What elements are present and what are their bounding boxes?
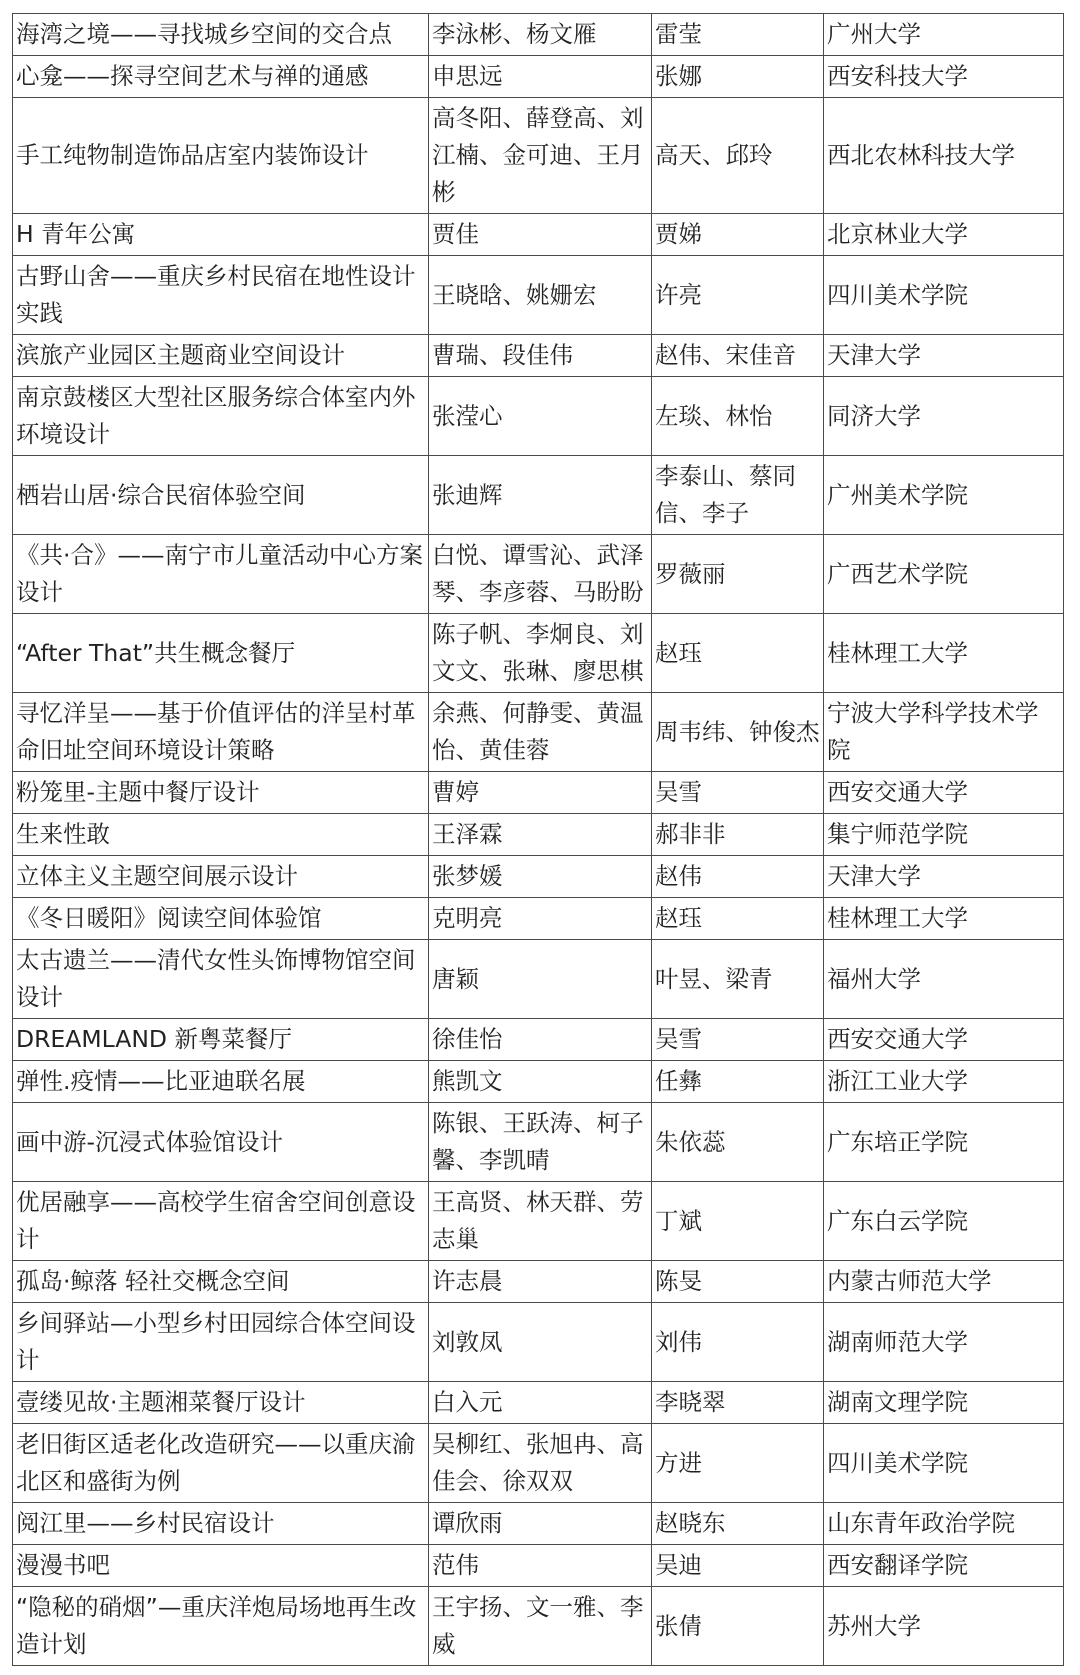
school-cell: 湖南师范大学 [824, 1303, 1064, 1382]
school-cell: 山东青年政治学院 [824, 1503, 1064, 1545]
advisor-cell: 赵伟 [652, 856, 824, 898]
authors-cell: 申思远 [429, 56, 652, 98]
school-cell: 内蒙古师范大学 [824, 1261, 1064, 1303]
project-title-cell: 画中游-沉浸式体验馆设计 [13, 1103, 429, 1182]
table-row [13, 1424, 1064, 1503]
authors-cell: 王泽霖 [429, 814, 652, 856]
advisor-cell: 郝非非 [652, 814, 824, 856]
advisor-cell: 陈旻 [652, 1261, 824, 1303]
project-title-cell: 古野山舍——重庆乡村民宿在地性设计实践 [13, 256, 429, 335]
table-row [13, 1019, 1064, 1061]
authors-cell: 曹瑞、段佳伟 [429, 335, 652, 377]
advisor-cell: 许亮 [652, 256, 824, 335]
advisor-cell: 张娜 [652, 56, 824, 98]
table-row [13, 772, 1064, 814]
table-row [13, 1303, 1064, 1382]
project-title-cell: H 青年公寓 [13, 214, 429, 256]
school-cell: 西安科技大学 [824, 56, 1064, 98]
school-cell: 桂林理工大学 [824, 614, 1064, 693]
awards-table [12, 13, 1064, 1666]
advisor-cell: 罗薇丽 [652, 535, 824, 614]
table-row [13, 335, 1064, 377]
advisor-cell: 叶昱、梁青 [652, 940, 824, 1019]
authors-cell: 唐颖 [429, 940, 652, 1019]
authors-cell: 王晓晗、姚姗宏 [429, 256, 652, 335]
project-title-cell: 优居融享——高校学生宿舍空间创意设计 [13, 1182, 429, 1261]
project-title-cell: 漫漫书吧 [13, 1545, 429, 1587]
authors-cell: 张迪辉 [429, 456, 652, 535]
authors-cell: 李泳彬、杨文雁 [429, 14, 652, 56]
advisor-cell: 朱依蕊 [652, 1103, 824, 1182]
school-cell: 西北农林科技大学 [824, 98, 1064, 214]
school-cell: 浙江工业大学 [824, 1061, 1064, 1103]
table-row [13, 377, 1064, 456]
project-title-cell: “隐秘的硝烟”—重庆洋炮局场地再生改造计划 [13, 1587, 429, 1666]
school-cell: 天津大学 [824, 856, 1064, 898]
project-title-cell: 栖岩山居·综合民宿体验空间 [13, 456, 429, 535]
school-cell: 广州大学 [824, 14, 1064, 56]
table-row [13, 535, 1064, 614]
advisor-cell: 赵珏 [652, 898, 824, 940]
authors-cell: 陈银、王跃涛、柯子馨、李凯晴 [429, 1103, 652, 1182]
table-row [13, 1182, 1064, 1261]
school-cell: 天津大学 [824, 335, 1064, 377]
project-title-cell: 南京鼓楼区大型社区服务综合体室内外环境设计 [13, 377, 429, 456]
school-cell: 广东白云学院 [824, 1182, 1064, 1261]
table-row [13, 256, 1064, 335]
table-row [13, 1545, 1064, 1587]
table-row [13, 1261, 1064, 1303]
authors-cell: 熊凯文 [429, 1061, 652, 1103]
authors-cell: 贾佳 [429, 214, 652, 256]
school-cell: 四川美术学院 [824, 1424, 1064, 1503]
advisor-cell: 张倩 [652, 1587, 824, 1666]
authors-cell: 王高贤、林天群、劳志巢 [429, 1182, 652, 1261]
table-row [13, 98, 1064, 214]
authors-cell: 陈子帆、李炯良、刘文文、张琳、廖思棋 [429, 614, 652, 693]
authors-cell: 徐佳怡 [429, 1019, 652, 1061]
authors-cell: 吴柳红、张旭冉、高佳会、徐双双 [429, 1424, 652, 1503]
project-title-cell: 手工纯物制造饰品店室内装饰设计 [13, 98, 429, 214]
project-title-cell: 《共·合》——南宁市儿童活动中心方案设计 [13, 535, 429, 614]
table-row [13, 856, 1064, 898]
authors-cell: 范伟 [429, 1545, 652, 1587]
authors-cell: 王宇扬、文一雅、李威 [429, 1587, 652, 1666]
project-title-cell: 生来性敢 [13, 814, 429, 856]
authors-cell: 张滢心 [429, 377, 652, 456]
project-title-cell: 孤岛·鲸落 轻社交概念空间 [13, 1261, 429, 1303]
table-row [13, 1382, 1064, 1424]
project-title-cell: DREAMLAND 新粤菜餐厅 [13, 1019, 429, 1061]
project-title-cell: 立体主义主题空间展示设计 [13, 856, 429, 898]
authors-cell: 张梦媛 [429, 856, 652, 898]
awards-document [12, 13, 1063, 1666]
advisor-cell: 高天、邱玲 [652, 98, 824, 214]
advisor-cell: 李晓翠 [652, 1382, 824, 1424]
school-cell: 西安翻译学院 [824, 1545, 1064, 1587]
project-title-cell: 乡间驿站—小型乡村田园综合体空间设计 [13, 1303, 429, 1382]
school-cell: 同济大学 [824, 377, 1064, 456]
table-row [13, 1103, 1064, 1182]
advisor-cell: 贾娣 [652, 214, 824, 256]
school-cell: 桂林理工大学 [824, 898, 1064, 940]
school-cell: 广州美术学院 [824, 456, 1064, 535]
advisor-cell: 左琰、林怡 [652, 377, 824, 456]
school-cell: 广东培正学院 [824, 1103, 1064, 1182]
authors-cell: 高冬阳、薛登高、刘江楠、金可迪、王月彬 [429, 98, 652, 214]
school-cell: 宁波大学科学技术学院 [824, 693, 1064, 772]
advisor-cell: 李泰山、蔡同信、李子 [652, 456, 824, 535]
project-title-cell: 弹性.疫情——比亚迪联名展 [13, 1061, 429, 1103]
advisor-cell: 吴雪 [652, 1019, 824, 1061]
table-row [13, 56, 1064, 98]
advisor-cell: 周韦纬、钟俊杰 [652, 693, 824, 772]
project-title-cell: 寻忆洋呈——基于价值评估的洋呈村革命旧址空间环境设计策略 [13, 693, 429, 772]
authors-cell: 谭欣雨 [429, 1503, 652, 1545]
table-row [13, 940, 1064, 1019]
table-row [13, 814, 1064, 856]
table-row [13, 898, 1064, 940]
table-row [13, 1587, 1064, 1666]
advisor-cell: 赵珏 [652, 614, 824, 693]
project-title-cell: 阅江里——乡村民宿设计 [13, 1503, 429, 1545]
project-title-cell: 壹缕见故·主题湘菜餐厅设计 [13, 1382, 429, 1424]
authors-cell: 余燕、何静雯、黄温怡、黄佳蓉 [429, 693, 652, 772]
authors-cell: 白悦、谭雪沁、武泽琴、李彦蓉、马盼盼 [429, 535, 652, 614]
project-title-cell: 海湾之境——寻找城乡空间的交合点 [13, 14, 429, 56]
advisor-cell: 赵伟、宋佳音 [652, 335, 824, 377]
project-title-cell: 粉笼里-主题中餐厅设计 [13, 772, 429, 814]
school-cell: 西安交通大学 [824, 772, 1064, 814]
table-row [13, 14, 1064, 56]
project-title-cell: 《冬日暖阳》阅读空间体验馆 [13, 898, 429, 940]
project-title-cell: 老旧街区适老化改造研究——以重庆渝北区和盛街为例 [13, 1424, 429, 1503]
school-cell: 集宁师范学院 [824, 814, 1064, 856]
table-row [13, 693, 1064, 772]
authors-cell: 曹婷 [429, 772, 652, 814]
school-cell: 北京林业大学 [824, 214, 1064, 256]
table-row [13, 214, 1064, 256]
table-row [13, 456, 1064, 535]
project-title-cell: 滨旅产业园区主题商业空间设计 [13, 335, 429, 377]
advisor-cell: 方进 [652, 1424, 824, 1503]
school-cell: 湖南文理学院 [824, 1382, 1064, 1424]
authors-cell: 刘敦凤 [429, 1303, 652, 1382]
authors-cell: 白入元 [429, 1382, 652, 1424]
table-row [13, 1503, 1064, 1545]
advisor-cell: 赵晓东 [652, 1503, 824, 1545]
school-cell: 福州大学 [824, 940, 1064, 1019]
advisor-cell: 吴雪 [652, 772, 824, 814]
authors-cell: 克明亮 [429, 898, 652, 940]
table-row [13, 614, 1064, 693]
school-cell: 广西艺术学院 [824, 535, 1064, 614]
school-cell: 四川美术学院 [824, 256, 1064, 335]
project-title-cell: “After That”共生概念餐厅 [13, 614, 429, 693]
school-cell: 西安交通大学 [824, 1019, 1064, 1061]
table-row [13, 1061, 1064, 1103]
authors-cell: 许志晨 [429, 1261, 652, 1303]
project-title-cell: 太古遗兰——清代女性头饰博物馆空间设计 [13, 940, 429, 1019]
advisor-cell: 雷莹 [652, 14, 824, 56]
advisor-cell: 刘伟 [652, 1303, 824, 1382]
school-cell: 苏州大学 [824, 1587, 1064, 1666]
advisor-cell: 丁斌 [652, 1182, 824, 1261]
advisor-cell: 吴迪 [652, 1545, 824, 1587]
project-title-cell: 心龛——探寻空间艺术与禅的通感 [13, 56, 429, 98]
advisor-cell: 任彝 [652, 1061, 824, 1103]
